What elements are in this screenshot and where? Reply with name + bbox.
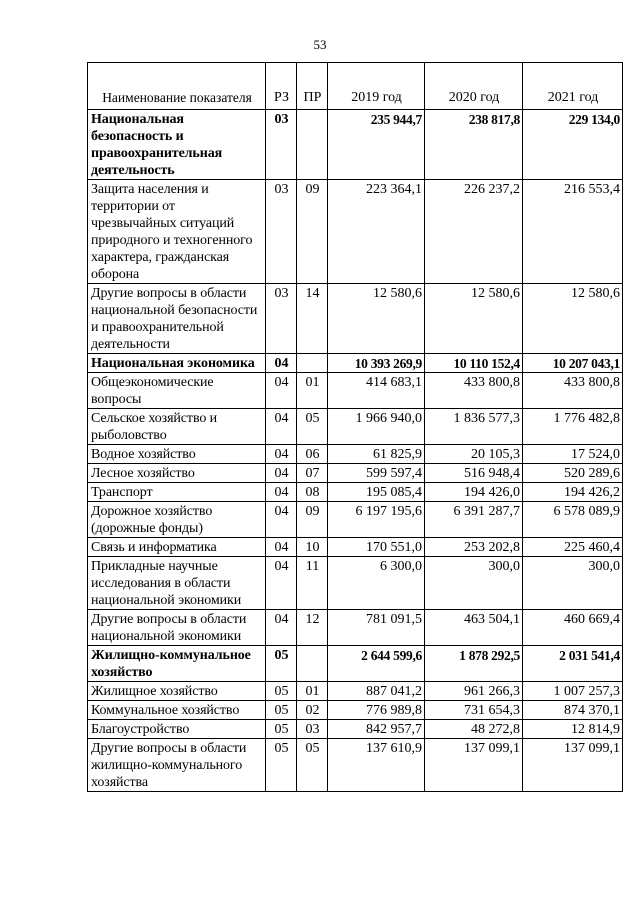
table-row [88, 646, 623, 682]
cell-y2021: 17 524,0 [523, 445, 623, 464]
table-row [88, 739, 623, 792]
table-body [88, 110, 623, 792]
cell-y2020: 194 426,0 [425, 483, 523, 502]
cell-name: Общеэкономические вопросы [88, 373, 266, 409]
table-row [88, 373, 623, 409]
cell-pr: 12 [297, 610, 328, 646]
column-header-name: Наименование показателя [88, 63, 266, 110]
cell-name: Жилищно-коммунальное хозяйство [88, 646, 266, 682]
cell-y2019: 10 393 269,9 [328, 354, 425, 373]
cell-y2020: 137 099,1 [425, 739, 523, 792]
cell-y2019: 235 944,7 [328, 110, 425, 180]
cell-rz: 04 [266, 445, 297, 464]
cell-y2020: 300,0 [425, 557, 523, 610]
cell-y2019: 887 041,2 [328, 682, 425, 701]
cell-rz: 04 [266, 354, 297, 373]
cell-y2019: 781 091,5 [328, 610, 425, 646]
cell-y2019: 223 364,1 [328, 180, 425, 284]
cell-pr: 05 [297, 409, 328, 445]
cell-pr: 08 [297, 483, 328, 502]
cell-name: Лесное хозяйство [88, 464, 266, 483]
cell-y2019: 414 683,1 [328, 373, 425, 409]
table-row [88, 538, 623, 557]
column-header-2021: 2021 год [523, 63, 623, 110]
cell-pr: 10 [297, 538, 328, 557]
table-row [88, 180, 623, 284]
cell-name: Защита населения и территории от чрезвычайных ситуаций природного и техногенного характера, гражданская оборона [88, 180, 266, 284]
cell-rz: 04 [266, 483, 297, 502]
cell-y2019: 137 610,9 [328, 739, 425, 792]
cell-y2020: 516 948,4 [425, 464, 523, 483]
cell-y2021: 1 776 482,8 [523, 409, 623, 445]
cell-y2020: 1 836 577,3 [425, 409, 523, 445]
cell-rz: 04 [266, 610, 297, 646]
cell-y2020: 48 272,8 [425, 720, 523, 739]
cell-pr: 14 [297, 284, 328, 354]
table-row [88, 610, 623, 646]
cell-rz: 04 [266, 409, 297, 445]
column-header-rz: РЗ [266, 63, 297, 110]
cell-name: Транспорт [88, 483, 266, 502]
cell-name: Прикладные научные исследования в области национальной экономики [88, 557, 266, 610]
cell-rz: 05 [266, 720, 297, 739]
cell-pr: 01 [297, 373, 328, 409]
cell-y2021: 137 099,1 [523, 739, 623, 792]
cell-rz: 05 [266, 701, 297, 720]
table-row [88, 701, 623, 720]
budget-table [87, 62, 623, 792]
cell-rz: 04 [266, 373, 297, 409]
cell-y2019: 1 966 940,0 [328, 409, 425, 445]
cell-pr: 01 [297, 682, 328, 701]
table-row [88, 557, 623, 610]
cell-name: Сельское хозяйство и рыболовство [88, 409, 266, 445]
table-row [88, 445, 623, 464]
cell-y2020: 731 654,3 [425, 701, 523, 720]
cell-name: Водное хозяйство [88, 445, 266, 464]
cell-y2021: 225 460,4 [523, 538, 623, 557]
page-number: 53 [313, 37, 327, 52]
cell-y2021: 520 289,6 [523, 464, 623, 483]
cell-pr: 05 [297, 739, 328, 792]
cell-y2019: 6 300,0 [328, 557, 425, 610]
table-row [88, 464, 623, 483]
cell-y2020: 238 817,8 [425, 110, 523, 180]
cell-name: Национальная безопасность и правоохранительная деятельность [88, 110, 266, 180]
cell-y2021: 12 814,9 [523, 720, 623, 739]
cell-name: Другие вопросы в области национальной безопасности и правоохранительной деятельности [88, 284, 266, 354]
column-header-pr: ПР [297, 63, 328, 110]
cell-y2021: 229 134,0 [523, 110, 623, 180]
cell-name: Связь и информатика [88, 538, 266, 557]
cell-y2019: 842 957,7 [328, 720, 425, 739]
cell-rz: 03 [266, 284, 297, 354]
cell-y2020: 253 202,8 [425, 538, 523, 557]
cell-y2020: 961 266,3 [425, 682, 523, 701]
cell-pr [297, 354, 328, 373]
cell-y2021: 10 207 043,1 [523, 354, 623, 373]
cell-y2020: 20 105,3 [425, 445, 523, 464]
table-row [88, 682, 623, 701]
cell-y2019: 170 551,0 [328, 538, 425, 557]
cell-rz: 05 [266, 682, 297, 701]
cell-pr: 03 [297, 720, 328, 739]
cell-y2020: 226 237,2 [425, 180, 523, 284]
cell-rz: 04 [266, 464, 297, 483]
cell-y2020: 1 878 292,5 [425, 646, 523, 682]
cell-pr [297, 110, 328, 180]
cell-y2021: 6 578 089,9 [523, 502, 623, 538]
cell-pr: 06 [297, 445, 328, 464]
cell-name: Национальная экономика [88, 354, 266, 373]
cell-pr [297, 646, 328, 682]
cell-y2021: 2 031 541,4 [523, 646, 623, 682]
cell-y2019: 6 197 195,6 [328, 502, 425, 538]
cell-rz: 04 [266, 557, 297, 610]
table-row [88, 720, 623, 739]
cell-y2021: 216 553,4 [523, 180, 623, 284]
cell-y2019: 776 989,8 [328, 701, 425, 720]
cell-rz: 05 [266, 739, 297, 792]
table-row [88, 502, 623, 538]
cell-y2019: 12 580,6 [328, 284, 425, 354]
cell-name: Благоустройство [88, 720, 266, 739]
table-row [88, 284, 623, 354]
cell-pr: 02 [297, 701, 328, 720]
cell-y2021: 300,0 [523, 557, 623, 610]
cell-y2021: 874 370,1 [523, 701, 623, 720]
table-row [88, 409, 623, 445]
cell-rz: 03 [266, 180, 297, 284]
cell-rz: 03 [266, 110, 297, 180]
cell-name: Жилищное хозяйство [88, 682, 266, 701]
cell-y2021: 433 800,8 [523, 373, 623, 409]
cell-pr: 07 [297, 464, 328, 483]
table-row [88, 354, 623, 373]
cell-rz: 04 [266, 538, 297, 557]
cell-y2019: 195 085,4 [328, 483, 425, 502]
cell-y2021: 1 007 257,3 [523, 682, 623, 701]
cell-name: Коммунальное хозяйство [88, 701, 266, 720]
cell-pr: 09 [297, 180, 328, 284]
cell-y2020: 12 580,6 [425, 284, 523, 354]
table-header-row [88, 63, 623, 110]
cell-y2020: 6 391 287,7 [425, 502, 523, 538]
cell-name: Дорожное хозяйство (дорожные фонды) [88, 502, 266, 538]
cell-name: Другие вопросы в области жилищно-коммунального хозяйства [88, 739, 266, 792]
cell-rz: 04 [266, 502, 297, 538]
cell-y2021: 12 580,6 [523, 284, 623, 354]
column-header-2020: 2020 год [425, 63, 523, 110]
cell-y2019: 2 644 599,6 [328, 646, 425, 682]
column-header-2019: 2019 год [328, 63, 425, 110]
cell-y2020: 463 504,1 [425, 610, 523, 646]
cell-name: Другие вопросы в области национальной экономики [88, 610, 266, 646]
cell-rz: 05 [266, 646, 297, 682]
cell-y2020: 433 800,8 [425, 373, 523, 409]
cell-y2019: 61 825,9 [328, 445, 425, 464]
cell-pr: 11 [297, 557, 328, 610]
table-row [88, 483, 623, 502]
cell-y2020: 10 110 152,4 [425, 354, 523, 373]
cell-pr: 09 [297, 502, 328, 538]
cell-y2019: 599 597,4 [328, 464, 425, 483]
cell-y2021: 194 426,2 [523, 483, 623, 502]
cell-y2021: 460 669,4 [523, 610, 623, 646]
table-row [88, 110, 623, 180]
